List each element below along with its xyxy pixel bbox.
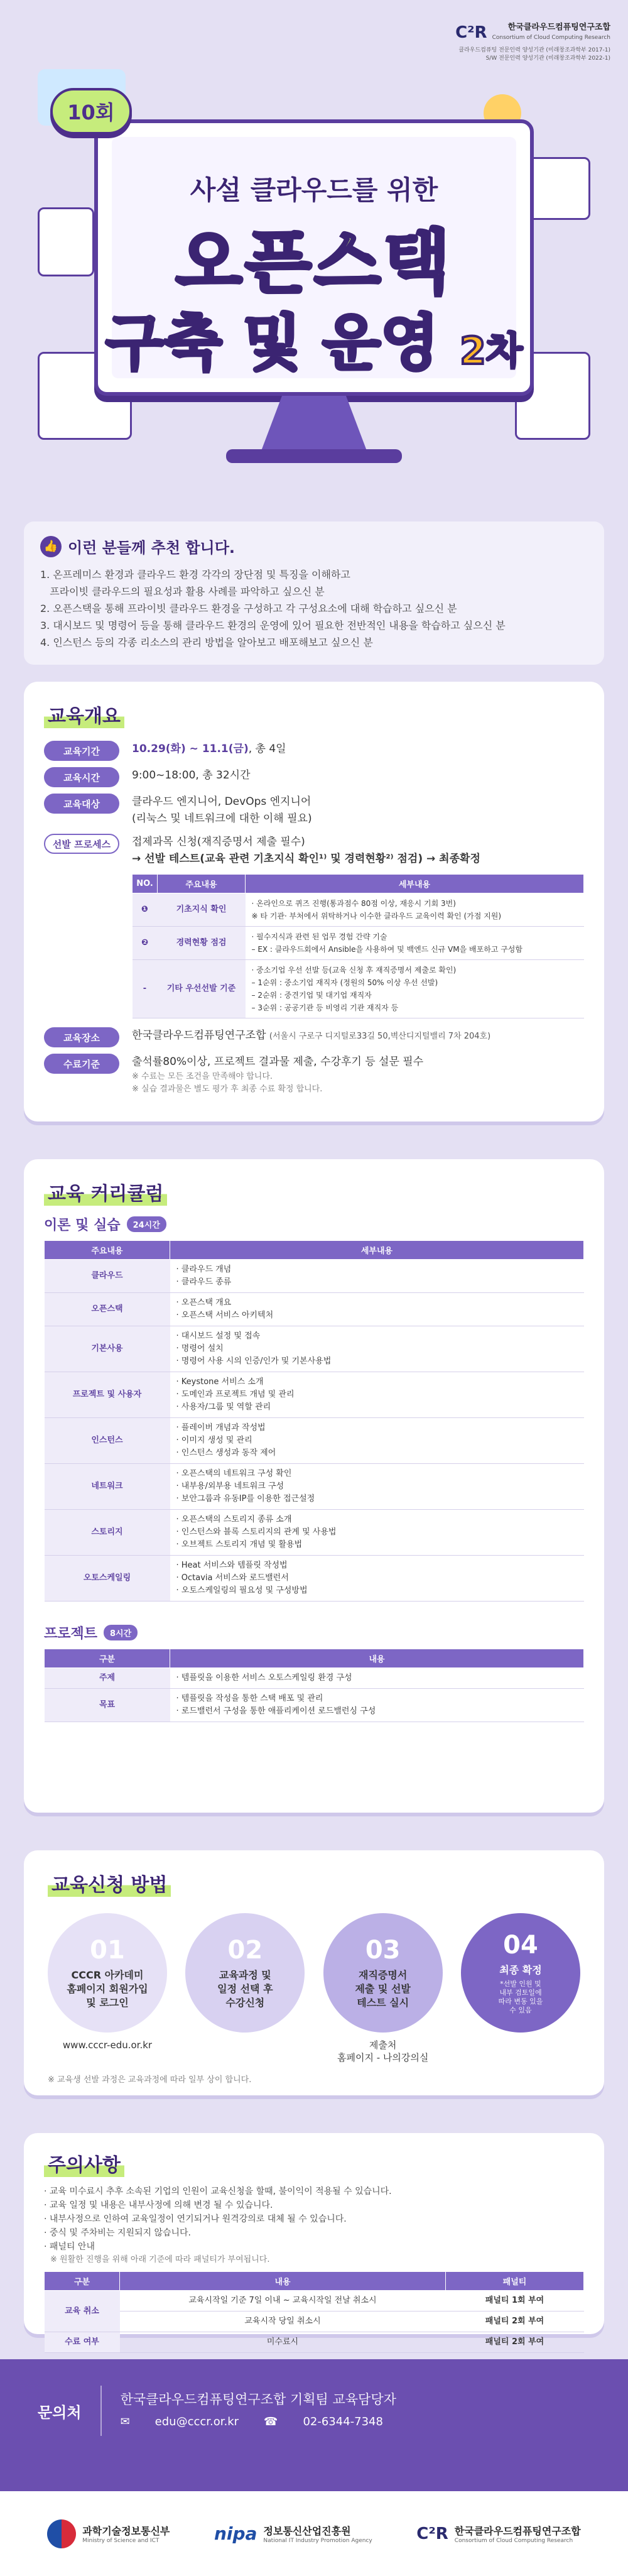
row-detail: · Heat 서비스와 템플릿 작성법 · Octavia 서비스와 로드밸런서 · 오토스케일링의 필요성 및 구성방법: [170, 1556, 584, 1602]
curriculum-table: [44, 1240, 584, 1602]
table-row: [45, 1668, 584, 1689]
table-row: [45, 1510, 584, 1556]
thumbs-up-icon: 👍: [40, 536, 62, 557]
row-detail: · 템플릿을 이용한 서비스 오토스케일링 환경 구성: [170, 1668, 584, 1689]
table-row: [45, 1689, 584, 1722]
hero-title-2-text: 구축 및 운영: [106, 308, 439, 378]
row-main: 프로젝트 및 사용자: [45, 1372, 170, 1418]
mail-icon: ✉: [120, 2415, 130, 2428]
table-row: [45, 1372, 584, 1418]
period-value: 10.29(화) ~ 11.1(금): [132, 743, 249, 755]
recommend-title: 이런 분들께 추천 합니다.: [68, 539, 236, 557]
period-extra: , 총 4일: [248, 743, 286, 755]
recommend-item: 2. 오픈스택을 통해 프라이빗 클라우드 환경을 구성하고 각 구성요소에 대해 학습하고 싶으신 분: [40, 603, 457, 614]
row-no: ❷: [133, 927, 158, 960]
nipa-logo: [214, 2523, 372, 2544]
place-value: 한국클라우드컴퓨팅연구조합: [132, 1029, 266, 1042]
logo-1-en: Ministry of Science and ICT: [82, 2538, 160, 2544]
table-row: [45, 2332, 584, 2353]
row-main: 클라우드: [45, 1260, 170, 1293]
caution-sub-note: ※ 원활한 진행을 위해 아래 기준에 따라 패널티가 부여됩니다.: [50, 2255, 270, 2264]
contact-label: 문의처: [38, 2386, 102, 2436]
step-num: 04: [503, 1931, 538, 1960]
row-detail: · 오픈스택의 네트워크 구성 확인 · 내부용/외부용 네트워크 구성 · 보안그룹과 유동IP를 이용한 접근설정: [170, 1464, 584, 1510]
pass-note-1: ※ 수료는 모든 조건을 만족해야 합니다.: [132, 1072, 273, 1081]
table-row: [133, 893, 584, 927]
caution-title: 주의사항: [44, 2149, 124, 2177]
project-table: [44, 1649, 584, 1722]
penalty-table: [44, 2271, 584, 2353]
row-main: 기초지식 확인: [158, 893, 246, 927]
step-num: 02: [227, 1936, 263, 1965]
step-num: 03: [365, 1936, 401, 1965]
th-main: 주요내용: [158, 875, 246, 893]
period-label: 교육기간: [44, 741, 119, 761]
org-name-en: Consortium of Cloud Computing Research: [492, 35, 610, 41]
hero-subtitle: 사설 클라우드를 위한: [190, 175, 438, 205]
row-cat: 수료 여부: [45, 2332, 120, 2353]
th-content: 내용: [120, 2272, 446, 2291]
logo-1-name: 과학기술정보통신부: [82, 2525, 170, 2537]
row-main: 기본사용: [45, 1326, 170, 1372]
row-main: 오픈스택: [45, 1293, 170, 1326]
step-text: 교육과정 및 일정 선택 후 수강신청: [217, 1969, 273, 2009]
row-main: 네트워크: [45, 1464, 170, 1510]
target-label: 교육대상: [44, 794, 119, 814]
round-badge: 10회: [50, 88, 132, 134]
pass-value: 출석률80%이상, 프로젝트 결과물 제출, 수강후기 등 설문 필수: [132, 1056, 424, 1068]
target-value: 클라우드 엔지니어, DevOps 엔지니어: [132, 795, 311, 808]
process-line-2: → 선발 테스트(교육 관련 기초지식 확인¹⁾ 및 경력현황²⁾ 점검) → 최종확정: [132, 853, 480, 865]
place-addr: (서울시 구로구 디지털로33길 50,벽산디지털밸리 7차 204호): [269, 1032, 491, 1041]
target-value-2: (리눅스 및 네트워크에 대한 이해 필요): [132, 812, 312, 825]
apply-card: [24, 1850, 604, 2095]
process-table: [132, 874, 584, 1018]
curriculum-card: [24, 1159, 604, 1813]
process-label: 선발 프로세스: [44, 834, 119, 854]
process-line-1: 접제과목 신청(재직증명서 제출 필수): [132, 836, 305, 848]
caution-item: · 교육 일정 및 내용은 내부사정에 의해 변경 될 수 있습니다.: [44, 2200, 273, 2210]
table-row: [45, 1464, 584, 1510]
hero-title: 오픈스택: [175, 222, 453, 303]
partner-logos: [0, 2491, 628, 2576]
footer: [0, 2359, 628, 2576]
row-detail: · 온라인으로 퀴즈 진행(통과점수 80점 이상, 재응시 기회 3번) ※ 타 기관· 부처에서 위탁하거나 이수한 클라우드 교육이력 확인 (가점 지원): [246, 893, 584, 927]
caution-item: · 패널티 안내: [44, 2242, 95, 2252]
th-cat: 구분: [45, 2272, 120, 2291]
taegeuk-icon: [47, 2519, 76, 2548]
place-label: 교육장소: [44, 1027, 119, 1047]
contact-phone[interactable]: 02-6344-7348: [303, 2415, 383, 2428]
row-detail: · 필수지식과 관련 된 업무 경험 간략 기술 – EX : 클라우드회에서 Ansible을 사용하여 및 백엔드 신규 VM을 배포하고 구성함: [246, 927, 584, 960]
c2r-logo: [416, 2523, 580, 2544]
table-row: [133, 927, 584, 960]
contact-org: 한국클라우드컴퓨팅연구조합 기획팀 교육담당자: [120, 2392, 396, 2407]
table-row: [45, 1418, 584, 1464]
row-main: 오토스케일링: [45, 1556, 170, 1602]
row-detail: · 오픈스택 개요 · 오픈스택 서비스 아키텍처: [170, 1293, 584, 1326]
step-sub: 제출처 홈페이지 - 나의강의실: [337, 2039, 429, 2063]
th-detail: 세부내용: [170, 1241, 584, 1260]
time-label: 교육시간: [44, 767, 119, 787]
row-detail: · 플레이버 개념과 작성법 · 이미지 생성 및 관리 · 인스턴스 생성과 동작 제어: [170, 1418, 584, 1464]
row-detail: · 오픈스택의 스토리지 종류 소개 · 인스턴스와 블록 스토리지의 관계 및 사용법 · 오브젝트 스토리지 개념 및 활용법: [170, 1510, 584, 1556]
apply-step-3: [323, 1913, 443, 2064]
monitor-base: [226, 449, 402, 463]
apply-step-4: [461, 1913, 580, 2064]
table-row: [133, 960, 584, 1018]
caution-item: · 중식 및 주차비는 지원되지 않습니다.: [44, 2228, 192, 2238]
monitor-stand: [261, 396, 367, 452]
org-name: 한국클라우드컴퓨팅연구조합: [507, 23, 610, 32]
th-cat: 구분: [45, 1649, 170, 1668]
recommend-item: 프라이빗 클라우드의 필요성과 활용 사례를 파악하고 싶으신 분: [40, 586, 325, 598]
theory-title: 이론 및 실습: [44, 1218, 121, 1233]
curriculum-title: 교육 커리큘럼: [44, 1178, 167, 1206]
row-content: 교육시작 당일 취소시: [120, 2311, 446, 2332]
th-main: 주요내용: [45, 1241, 170, 1260]
cert-line-1: 클라우드컴퓨팅 전문인력 양성기관 (미래창조과학부 2017-1): [458, 47, 610, 53]
logo-2-en: National IT Industry Promotion Agency: [263, 2538, 372, 2544]
caution-item: · 교육 미수료시 추후 소속된 기업의 인원이 교육신청을 할때, 불이익이 적용될 수 있습니다.: [44, 2186, 392, 2197]
row-detail: · Keystone 서비스 소개 · 도메인과 프로젝트 개념 및 관리 · 사용자/그룹 및 역할 관리: [170, 1372, 584, 1418]
row-main: 경력현황 점검: [158, 927, 246, 960]
logo-3-en: Consortium of Cloud Computing Research: [454, 2538, 573, 2544]
row-detail: · 중소기업 우선 선발 등(교육 신청 후 재직증명서 제출로 확인) – 1순위 : 중소기업 재직자 (정원의 50% 이상 우선 선발) – 2순위 : 중견기업 및 대기업 재직자 – 3순위 : 공공기관 등 비영리 기관 재직자 등: [246, 960, 584, 1018]
th-no: NO.: [133, 875, 158, 893]
contact-block: [38, 2386, 408, 2436]
c2r-wordmark: C²R: [416, 2524, 448, 2543]
step-num: 01: [90, 1936, 125, 1965]
row-content: 교육시작일 기준 7일 이내 ~ 교육시작일 전날 취소시: [120, 2291, 446, 2311]
recommend-section: [24, 521, 604, 665]
th-content: 내용: [170, 1649, 584, 1668]
apply-note: ※ 교육생 선발 과정은 교육과정에 따라 일부 상이 합니다.: [48, 2075, 252, 2085]
pass-label: 수료기준: [44, 1054, 119, 1074]
logo-2-name: 정보통신산업진흥원: [263, 2525, 351, 2537]
row-main: 인스턴스: [45, 1418, 170, 1464]
row-main: 기타 우선선발 기준: [158, 960, 246, 1018]
org-logo: C²R: [455, 23, 487, 42]
table-row: [45, 1556, 584, 1602]
overview-title: 교육개요: [44, 701, 124, 728]
th-penalty: 패널티: [446, 2272, 584, 2291]
caution-card: [24, 2133, 604, 2347]
row-cat: 교육 취소: [45, 2291, 120, 2332]
table-row: [45, 2291, 584, 2311]
row-penalty: 패널티 2회 부여: [446, 2332, 584, 2353]
row-detail: · 템플릿을 작성을 통한 스택 배포 및 관리 · 로드밸런서 구성을 통한 애플리케이션 로드밸런싱 구성: [170, 1689, 584, 1722]
hero-banner: [0, 0, 628, 515]
row-detail: · 대시보드 설정 및 접속 · 명령어 설치 · 명령어 사용 시의 인증/인가 및 기본사용법: [170, 1326, 584, 1372]
row-main: 주제: [45, 1668, 170, 1689]
step-text: 최종 확정: [499, 1964, 542, 1976]
row-no: ❶: [133, 893, 158, 927]
contact-email[interactable]: edu@cccr.or.kr: [154, 2415, 239, 2428]
table-row: [45, 1326, 584, 1372]
row-content: 미수료시: [120, 2332, 446, 2353]
apply-step-2: [185, 1913, 305, 2064]
project-title: 프로젝트: [44, 1626, 98, 1642]
pass-note-2: ※ 실습 결과물은 별도 평가 후 최종 수료 확정 합니다.: [132, 1084, 323, 1094]
table-row: [45, 1260, 584, 1293]
table-row: [45, 2311, 584, 2332]
time-value: 9:00~18:00, 총 32시간: [132, 769, 251, 782]
table-row: [45, 1293, 584, 1326]
row-main: 스토리지: [45, 1510, 170, 1556]
theory-hours: 24시간: [127, 1216, 166, 1232]
homepage-link[interactable]: www.cccr-edu.or.kr: [62, 2039, 153, 2051]
apply-title: 교육신청 방법: [48, 1869, 171, 1897]
caution-item: · 내부사정으로 인하여 교육일정이 연기되거나 원격강의로 대체 될 수 있습니다.: [44, 2214, 347, 2224]
hero-round: 2차: [460, 329, 522, 373]
row-penalty: 패널티 1회 부여: [446, 2291, 584, 2311]
apply-step-1: [48, 1913, 167, 2064]
overview-card: [24, 682, 604, 1122]
nipa-wordmark: nipa: [214, 2523, 257, 2544]
row-no: -: [133, 960, 158, 1018]
hero-title-2: [0, 295, 628, 381]
step-text: 재직증명서 제출 및 선발 테스트 실시: [355, 1969, 411, 2009]
project-hours: 8시간: [104, 1625, 138, 1640]
step4-note: *선발 인원 및 내부 검토일에 따라 변동 있을 수 있음: [498, 1980, 543, 2014]
logo-3-name: 한국클라우드컴퓨팅연구조합: [454, 2525, 581, 2537]
row-detail: · 클라우드 개념 · 클라우드 종류: [170, 1260, 584, 1293]
recommend-item: 1. 온프레미스 환경과 클라우드 환경 각각의 장단점 및 특징을 이해하고: [40, 569, 350, 581]
step-text: CCCR 아카데미 홈페이지 회원가입 및 로그인: [67, 1969, 148, 2009]
row-penalty: 패널티 2회 부여: [446, 2311, 584, 2332]
recommend-item: 3. 대시보드 및 명령어 등을 통해 클라우드 환경의 운영에 있어 필요한 전반적인 내용을 학습하고 싶으신 분: [40, 619, 506, 631]
row-main: 목표: [45, 1689, 170, 1722]
th-detail: 세부내용: [246, 875, 584, 893]
msit-logo: [47, 2519, 170, 2548]
phone-icon: ☎: [264, 2415, 278, 2428]
cert-line-2: S/W 전문인력 양성기관 (미래창조과학부 2022-1): [485, 55, 610, 62]
org-header: [455, 23, 610, 63]
recommend-item: 4. 인스턴스 등의 각종 리소스의 관리 방법을 알아보고 배포해보고 싶으신 분: [40, 636, 373, 648]
